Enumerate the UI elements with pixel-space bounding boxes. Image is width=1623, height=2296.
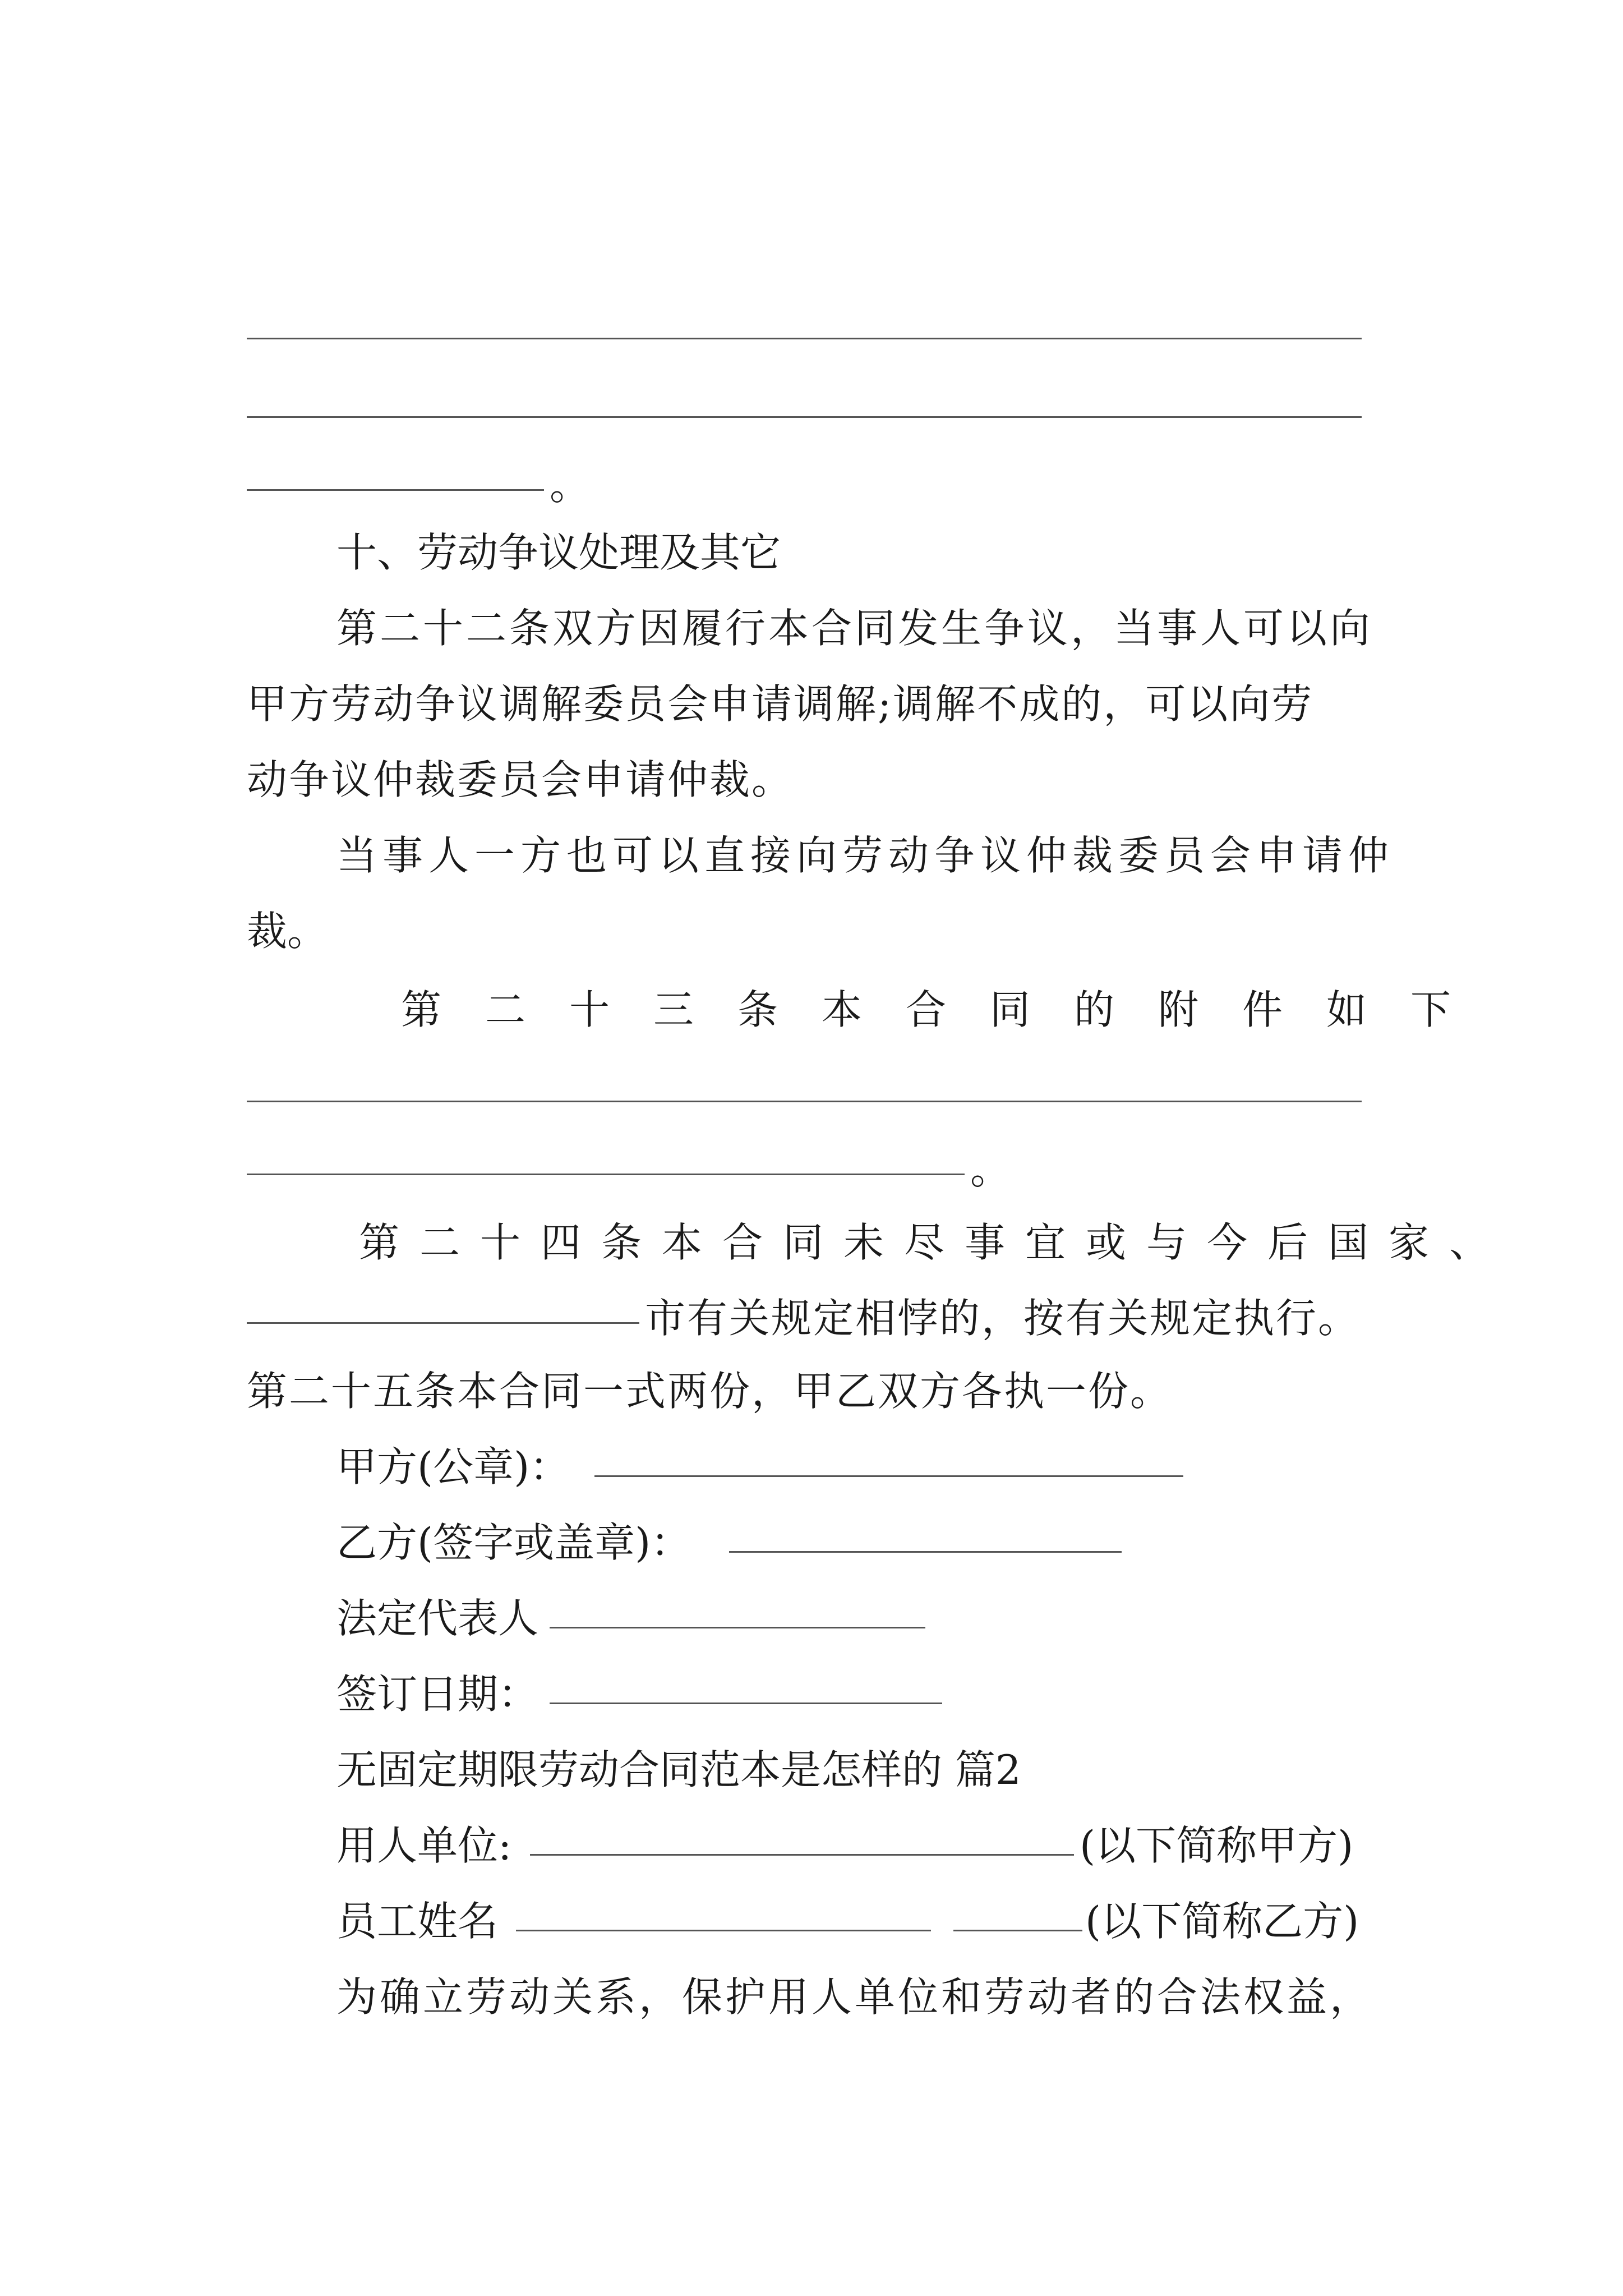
employer-row: 用人单位: (以下简称甲方) — [336, 1822, 1354, 1869]
article-24-line-1: 第二十四条本合同未尽事宜或与今后国家、 — [359, 1219, 1510, 1266]
purpose-line: 为确立劳动关系，保护用人单位和劳动者的合法权益， — [336, 1973, 1373, 2021]
period: 。 — [970, 1146, 1011, 1193]
section-title: 十、劳动争议处理及其它 — [336, 529, 781, 576]
section-heading-2: 无固定期限劳动合同范本是怎样的 篇2 — [336, 1746, 1021, 1793]
party-b-sign-field[interactable] — [729, 1551, 1122, 1553]
employee-row: 员工姓名 (以下简称乙方) — [336, 1898, 1359, 1945]
blank-line — [0, 303, 1623, 365]
article-23: 第二十三条本合同的附件如下 — [401, 986, 1495, 1033]
legal-rep-row: 法定代表人 — [0, 1588, 1623, 1649]
blank-line — [0, 381, 1623, 443]
party-a-seal-field[interactable] — [594, 1475, 1183, 1477]
article-22-para-2-line-1: 当事人一方也可以直接向劳动争议仲裁委员会申请仲 — [336, 832, 1395, 879]
article-24-line-2: 市有关规定相悖的，按有关规定执行。 — [0, 1287, 1623, 1349]
employee-field[interactable] — [516, 1930, 931, 1931]
fill-line — [247, 338, 1362, 339]
period: 。 — [550, 462, 591, 509]
employee-field-2[interactable] — [953, 1930, 1082, 1931]
blank-line — [0, 454, 1623, 516]
fill-line — [247, 1101, 1362, 1102]
article-22-line-2: 甲方劳动争议调解委员会申请调解;调解不成的，可以向劳 — [247, 680, 1314, 728]
blank-line — [0, 1066, 1623, 1128]
party-a-seal-row: 甲方(公章)： — [0, 1436, 1623, 1498]
sign-date-field[interactable] — [550, 1703, 942, 1704]
blank-line — [0, 1139, 1623, 1200]
employer-field[interactable] — [530, 1854, 1074, 1856]
legal-rep-field[interactable] — [550, 1627, 925, 1628]
article-25: 第二十五条本合同一式两份，甲乙双方各执一份。 — [247, 1368, 1173, 1415]
fill-line — [247, 1322, 639, 1324]
article-22-line-1: 第二十二条双方因履行本合同发生争议，当事人可以向 — [336, 605, 1373, 652]
fill-line — [247, 489, 544, 491]
sign-date-row: 签订日期： — [0, 1663, 1623, 1725]
party-b-sign-row: 乙方(签字或盖章)： — [0, 1512, 1623, 1573]
article-22-para-2-line-2: 裁。 — [247, 908, 328, 955]
fill-line — [247, 1174, 965, 1175]
article-22-line-3: 动争议仲裁委员会申请仲裁。 — [247, 756, 794, 803]
fill-line — [247, 416, 1362, 418]
